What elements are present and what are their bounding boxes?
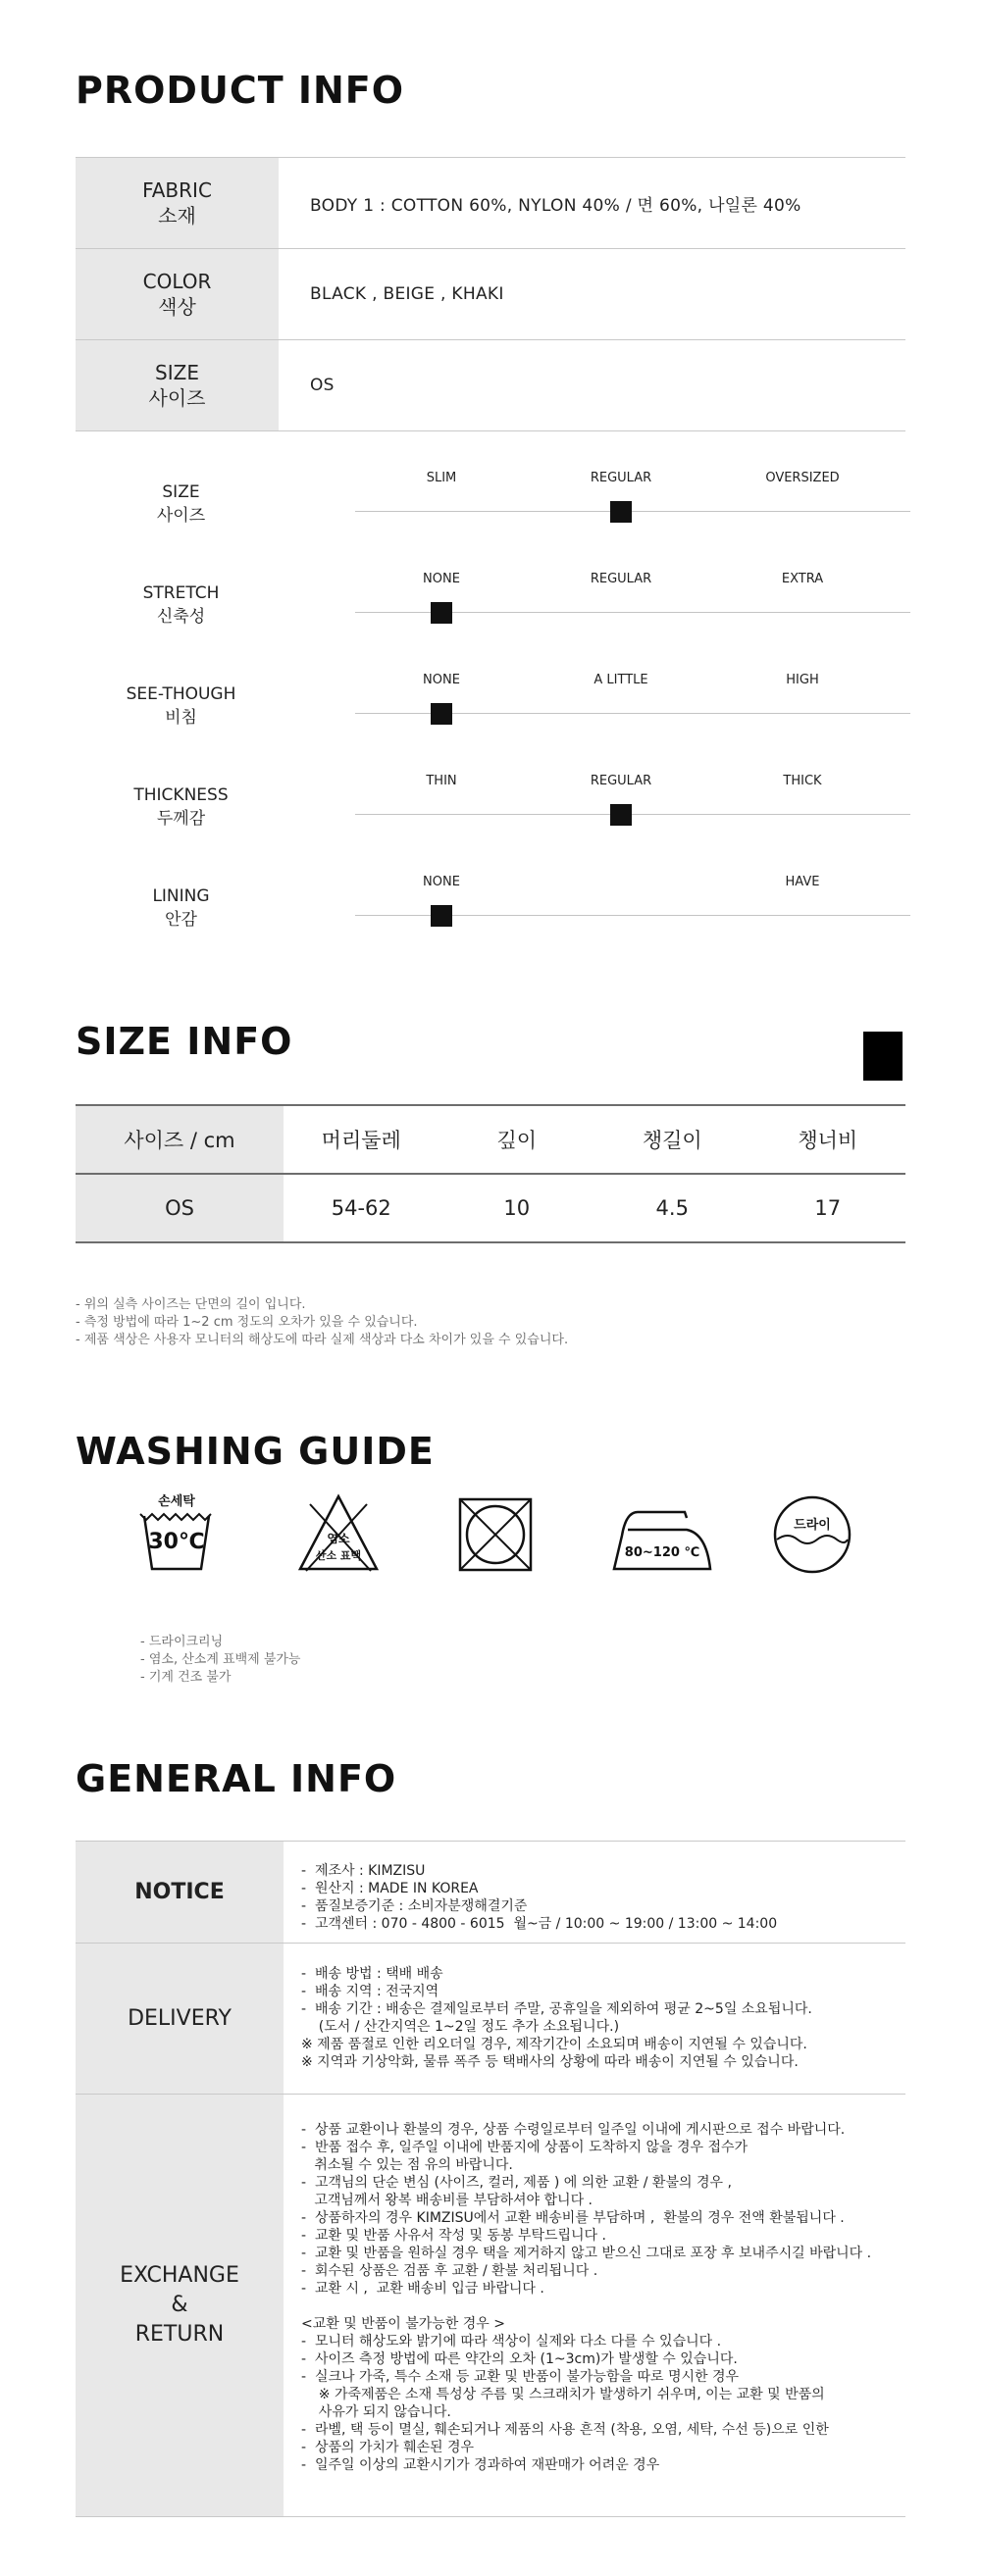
info-line: ※ 제품 품절로 인한 리오더일 경우, 제작기간이 소요되며 배송이 지연될 수 있습니다. [301,2037,807,2052]
info-line: - 사이즈 측정 방법에 따른 약간의 오차 (1~3cm)가 발생할 수 있습니다. [301,2351,738,2367]
slider-label [76,682,286,730]
iron-temp-label: 80~120 ℃ [624,1545,700,1560]
info-line: - 라벨, 택 등이 멸실, 훼손되거나 제품의 사용 흔적 (착용, 오염, 세탁, 수선 등)으로 인한 [301,2422,829,2438]
slider-option: NONE [423,572,460,586]
notice-body [284,1842,777,1943]
divider [76,430,905,431]
color-row [76,249,905,339]
size-table-row [76,1175,905,1241]
slider-lining [76,875,905,973]
no-tumble-dry-icon [451,1490,540,1579]
washing-notes [140,1634,301,1687]
size-table-cell: 54-62 [331,1196,391,1220]
fabric-row [76,158,905,248]
slider-indicator [610,501,632,523]
black-block [863,1032,903,1081]
iron-icon [608,1490,716,1579]
general-info-title: GENERAL INFO [76,1757,397,1800]
slider-label [76,884,286,932]
notice-row [76,1842,905,1943]
slider-label [76,480,286,528]
slider-track [355,814,910,815]
divider [76,2516,905,2517]
info-line: ※ 가죽제품은 소재 특성상 주름 및 스크래치가 발생하기 쉬우며, 이는 교환 및 반품의 [301,2387,825,2402]
slider-option: A LITTLE [594,673,648,687]
slider-label-en: SIZE [162,482,200,502]
color-header-ko: 색상 [158,295,196,319]
no-bleach-label: 염소 [327,1532,350,1545]
washing-note: - 염소, 산소계 표백제 불가능 [140,1652,301,1667]
fabric-value: BODY 1 : COTTON 60%, NYLON 40% / 면 60%, 나일론 40% [310,195,801,216]
fabric-header-ko: 소재 [158,204,196,227]
exchange-return-body [284,2095,871,2516]
slider-option: NONE [423,673,460,687]
info-line: (도서 / 산간지역은 1~2일 정도 추가 소요됩니다.) [301,2019,620,2035]
slider-option: SLIM [426,471,457,485]
exchange-return-header [76,2095,284,2516]
slider-stretch [76,572,905,670]
exchange-return-row [76,2095,905,2516]
info-line: - 교환 및 반품 사유서 작성 및 동봉 부탁드립니다 . [301,2228,606,2244]
color-header-en: COLOR [142,270,212,293]
divider [76,1241,905,1243]
info-line: - 회수된 상품은 검품 후 교환 / 환불 처리됩니다 . [301,2263,598,2279]
slider-option: REGULAR [590,774,652,788]
slider-label-ko: 안감 [165,910,197,930]
slider-label [76,783,286,831]
info-line: - 실크나 가죽, 특수 소재 등 교환 및 반품이 불가능함을 따로 명시한 경우 [301,2369,740,2385]
info-line: ※ 지역과 기상악화, 물류 폭주 등 택배사의 상황에 따라 배송이 지연될 수 있습니다. [301,2054,799,2070]
size-value: OS [310,376,335,395]
notice-header: NOTICE [76,1842,284,1943]
slider-label-ko: 두께감 [156,809,206,829]
size-note: - 측정 방법에 따라 1~2 cm 정도의 오차가 있을 수 있습니다. [76,1315,418,1330]
slider-thickness [76,774,905,872]
color-header [76,249,279,339]
slider-option: HAVE [785,875,820,889]
info-line: - 배송 방법 : 택배 배송 [301,1966,443,1982]
slider-label [76,581,286,629]
exchange-header-line: & [171,2293,188,2317]
size-header [76,340,279,430]
size-table-cell: 4.5 [655,1196,689,1220]
slider-track [355,511,910,512]
size-row [76,340,905,430]
size-table-cell: 10 [503,1196,531,1220]
size-table-header-cell: 챙너비 [798,1129,858,1152]
hand-wash-temp: 30℃ [148,1530,205,1554]
hand-wash-icon [132,1490,221,1579]
info-line: - 상품 교환이나 환불의 경우, 상품 수령일로부터 일주일 이내에 게시판으로 접수 바랍니다. [301,2122,846,2138]
info-line: 사유가 되지 않습니다. [301,2404,451,2420]
info-line: - 상품하자의 경우 KIMZISU에서 교환 배송비를 부담하며 , 환불의 경우 전액 환불됩니다 . [301,2210,845,2226]
info-line: - 품질보증기준 : 소비자분쟁해결기준 [301,1898,528,1914]
size-note: - 제품 색상은 사용자 모니터의 해상도에 따라 실제 색상과 다소 차이가 있을 수 있습니다. [76,1333,569,1347]
slider-see-though [76,673,905,771]
washing-guide-title: WASHING GUIDE [76,1430,435,1473]
dry-clean-label: 드라이 [794,1518,831,1533]
delivery-row [76,1944,905,2094]
info-line: - 원산지 : MADE IN KOREA [301,1881,479,1896]
fabric-header-en: FABRIC [142,178,212,202]
slider-indicator [431,602,452,624]
info-line: - 제조사 : KIMZISU [301,1863,426,1879]
info-line: 고객님께서 왕복 배송비를 부담하셔야 합니다 . [301,2193,594,2208]
info-line: <교환 및 반품이 불가능한 경우 > [301,2316,505,2332]
size-table-header-cell: 사이즈 / cm [76,1106,284,1173]
slider-option: EXTRA [781,572,824,586]
size-header-ko: 사이즈 [148,386,206,410]
fabric-header [76,158,279,248]
slider-option: REGULAR [590,471,652,485]
slider-indicator [610,804,632,826]
info-line: - 반품 접수 후, 일주일 이내에 반품지에 상품이 도착하지 않을 경우 접수가 [301,2140,749,2155]
size-table-header [76,1106,905,1173]
slider-option: NONE [423,875,460,889]
delivery-header: DELIVERY [76,1944,284,2094]
info-line: - 고객센터 : 070 - 4800 - 6015 월~금 / 10:00 ~ 19:00 / 13:00 ~ 14:00 [301,1916,778,1932]
slider-label-en: LINING [152,886,210,906]
slider-indicator [431,905,452,927]
info-line: - 배송 기간 : 배송은 결제일로부터 주말, 공휴일을 제외하여 평균 2~5일 소요됩니다. [301,2001,812,2017]
color-value: BLACK , BEIGE , KHAKI [310,284,504,304]
no-bleach-icon [294,1490,383,1579]
delivery-body [284,1944,812,2094]
slider-option: REGULAR [590,572,652,586]
size-table-header-cell: 머리둘레 [321,1129,401,1152]
slider-indicator [431,703,452,725]
hand-wash-label: 손세탁 [158,1494,195,1509]
slider-option: THICK [783,774,822,788]
info-line: - 모니터 해상도와 밝기에 따라 색상이 실제와 다소 다를 수 있습니다 . [301,2334,722,2349]
slider-label-ko: 사이즈 [156,506,206,526]
size-info-title: SIZE INFO [76,1020,293,1063]
slider-label-en: THICKNESS [133,785,229,805]
info-line: - 교환 및 반품을 원하실 경우 택을 제거하지 않고 받으신 그대로 포장 후 보내주시길 바랍니다 . [301,2246,872,2261]
size-header-en: SIZE [155,361,199,384]
info-line: 취소될 수 있는 점 유의 바랍니다. [301,2157,513,2173]
washing-note: - 드라이크리닝 [140,1635,224,1649]
no-bleach-sub-label: 산소 표백 [315,1549,362,1562]
size-note: - 위의 실측 사이즈는 단면의 길이 입니다. [76,1297,306,1312]
slider-label-en: STRETCH [142,583,220,603]
slider-option: OVERSIZED [765,471,840,485]
size-table-header-cell: 깊이 [496,1129,538,1152]
slider-label-en: SEE-THOUGH [126,684,236,704]
exchange-header-line: RETURN [134,2322,225,2347]
size-table-cell: OS [76,1175,284,1241]
info-line: - 일주일 이상의 교환시기가 경과하여 재판매가 어려운 경우 [301,2457,660,2473]
info-line: - 배송 지역 : 전국지역 [301,1984,439,1999]
slider-size [76,471,905,569]
size-table-cell: 17 [814,1196,842,1220]
info-line [301,2298,871,2315]
slider-option: HIGH [786,673,819,687]
washing-note: - 기계 건조 불가 [140,1670,232,1685]
exchange-header-line: EXCHANGE [120,2263,239,2288]
product-info-title: PRODUCT INFO [76,69,405,112]
size-table-header-cell: 챙길이 [642,1129,702,1152]
size-notes [76,1296,568,1349]
dry-clean-icon [768,1490,856,1579]
slider-label-ko: 신축성 [156,607,206,627]
slider-option: THIN [426,774,457,788]
info-line: - 상품의 가치가 훼손된 경우 [301,2440,475,2455]
info-line: - 고객님의 단순 변심 (사이즈, 컬러, 제품 ) 에 의한 교환 / 환불의 경우 , [301,2175,732,2191]
info-line: - 교환 시 , 교환 배송비 입금 바랍니다 . [301,2281,544,2297]
slider-label-ko: 비침 [165,708,197,728]
